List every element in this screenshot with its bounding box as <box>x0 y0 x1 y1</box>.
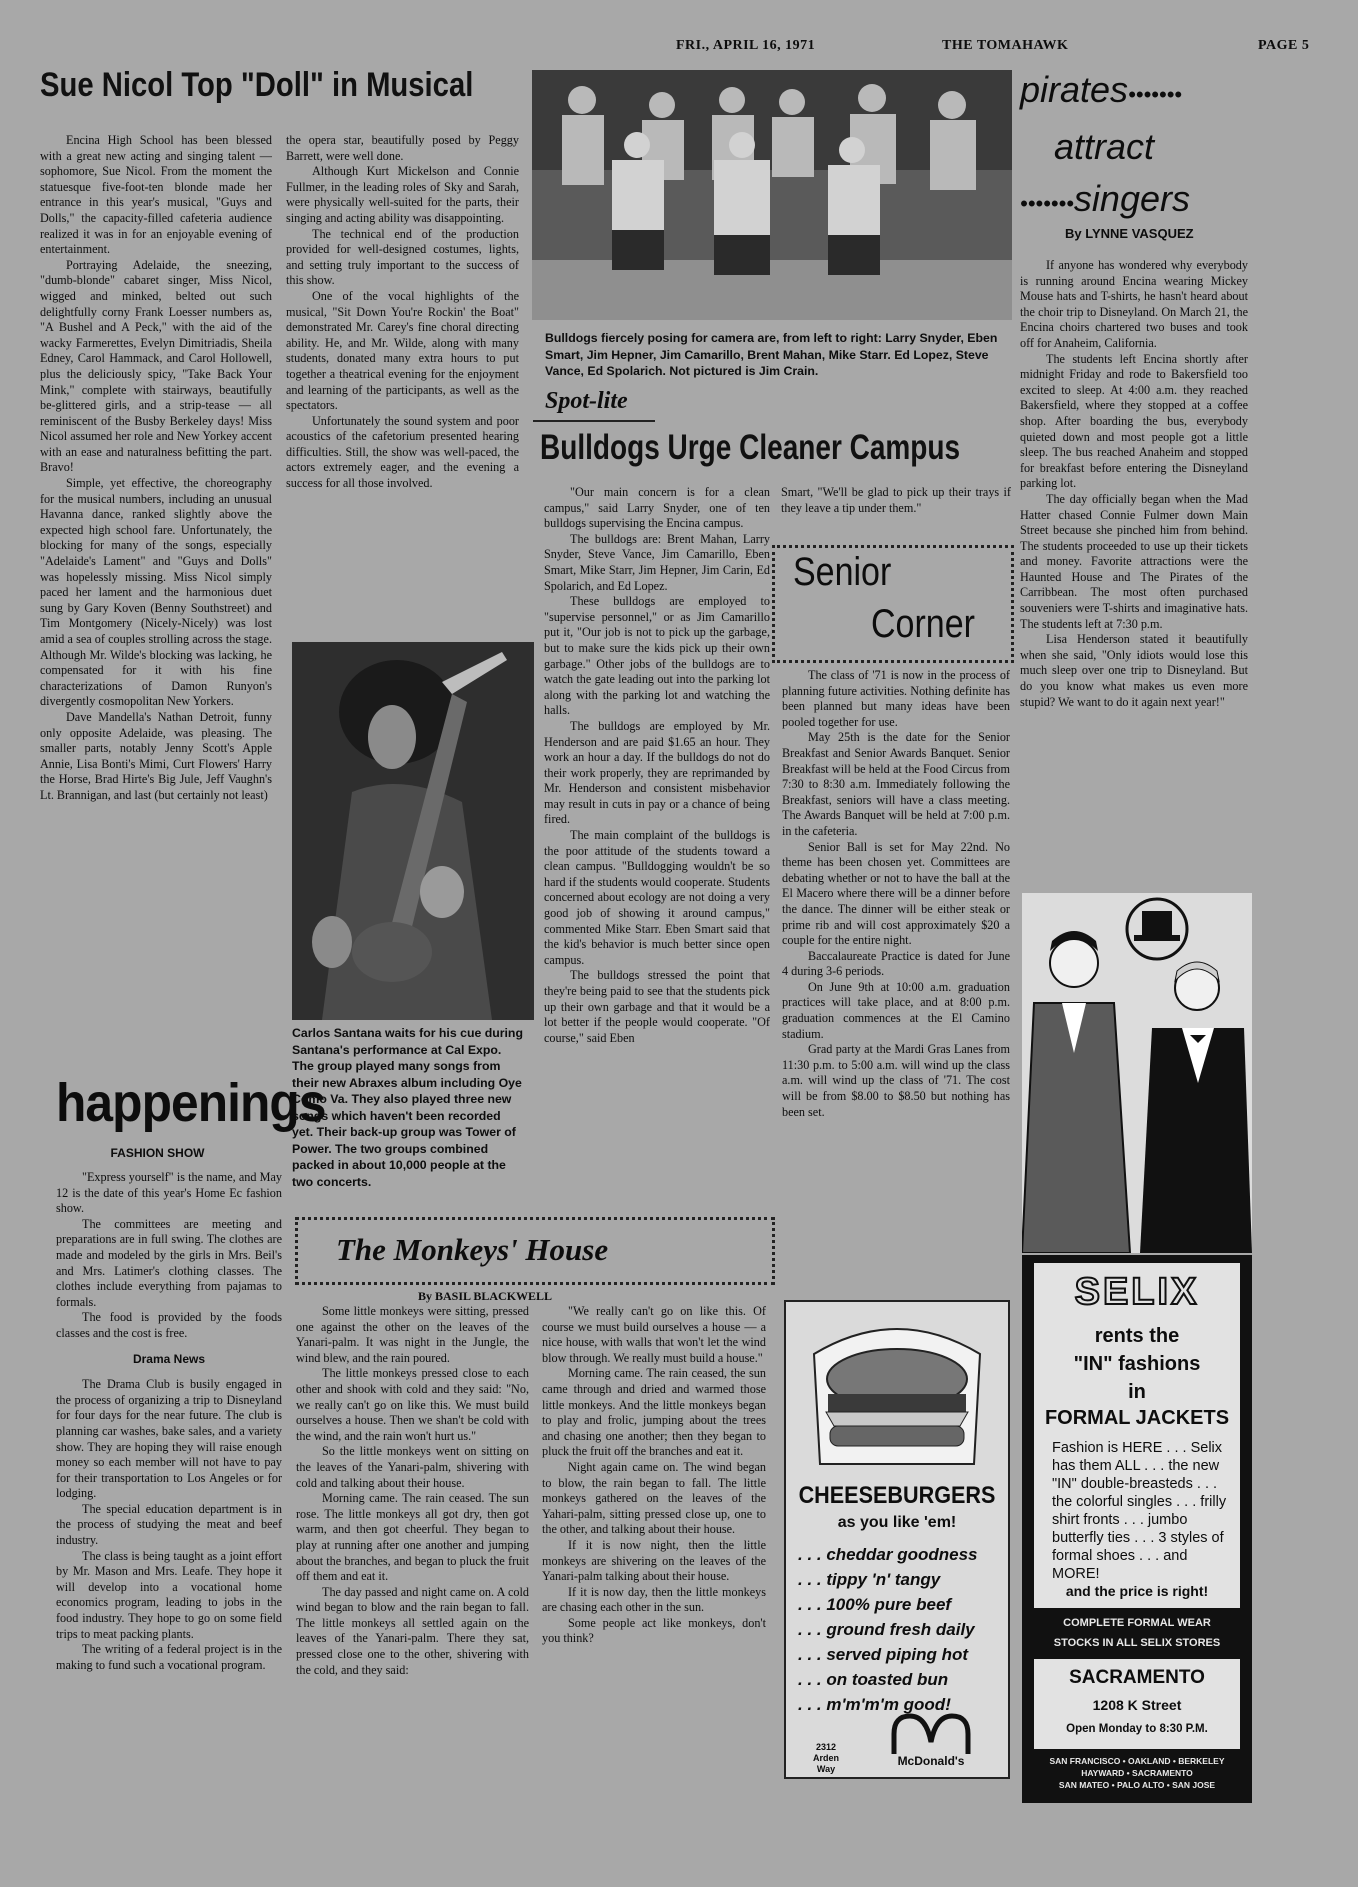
santana-caption: Carlos Santana waits for his cue during Santana's performance at Cal Expo. The group played many songs from their new Abraxes album including Oye Como Va. They also played three new songs which haven't been recorded yet. Their back-up group was Tower of Power. The two groups combined packed in about 10,000 people at the two concerts. <box>292 1026 523 1189</box>
cheeseburger-icon <box>804 1314 990 1474</box>
senior-paragraph: The class of '71 is now in the process of planning future activities. Nothing definite has been planned but many ideas have been pooled together for use. <box>782 668 1010 729</box>
monkeys-paragraph: The little monkeys pressed close to each other and shook with cold and they said: "No, we really can't go on like this. We must build ourselves a house. Then we shan't be cold with the wind, and the rain won't hurt us." <box>296 1366 529 1443</box>
feature-line: . . . served piping hot <box>798 1645 969 1664</box>
musical-paragraph: Dave Mandella's Nathan Detroit, funny only opposite Adelaide, was pleasing. The smaller parts, notably Jenny Scott's Apple Annie, Lisa Bonti's Mimi, Curt Flowers' Harry the Horse, Brad Hirte's Big Jule, Jeff Vaughn's Lt. Brannigan, and last (but certainly not least) <box>40 709 272 802</box>
drama-paragraph: The special education department is in the process of studying the meat and beef industry. <box>56 1501 282 1548</box>
pirates-paragraph: The students left Encina shortly after midnight Friday and rode to Bakersfield too excited to sleep. At 4:00 a.m. they reached Bakersfield, where they stopped at a coffee shop. After boarding the bus, everybody quieted down and most people got a little sleep. The bus reached Anaheim and stopped for breakfast before entering the Disneyland parking lot. <box>1020 351 1248 491</box>
selix-hours: Open Monday to 8:30 P.M. <box>1066 1723 1208 1735</box>
pirates-paragraph: The day officially began when the Mad Hatter chased Connie Fulmer down Main Street because she pinched him from behind. The students proceeded to use up their tickets and money. Favorite attractions were the Haunted House and The Pirates of the Carribbean. The most often purchased souveniers were T-shirts and imaginative hats. The students left at 7:30 p.m. <box>1020 491 1248 631</box>
musical-paragraph: the opera star, beautifully posed by Peggy Barrett, were well done. <box>286 133 519 163</box>
bulldogs-photo <box>532 70 1012 320</box>
senior-paragraph: May 25th is the date for the Senior Breakfast and Senior Awards Banquet. Senior Breakfast will be held at the Food Circus from 7:30 to 8:30 a.m. Immediately following the Breakfast, seniors will have a class meeting. The Awards Banquet will be held at 7:00 p.m. in the cafeteria. <box>782 730 1010 838</box>
bulldogs-paragraph: "Our main concern is for a clean campus," said Larry Snyder, one of ten bulldogs supervising the Encina campus. <box>544 485 770 531</box>
feature-line: . . . ground fresh daily <box>798 1620 975 1639</box>
page-number: PAGE 5 <box>1258 38 1310 53</box>
selix-body: Fashion is HERE . . . Selix has them ALL . . . the new "IN" double-breasteds . . . the colorful singles . . . frilly shirt fronts . . . jumbo butterfly ties . . . 3 styles of formal shoes . . . and MORE! <box>1052 1440 1227 1582</box>
senior-paragraph: Baccalaureate Practice is dated for June 4 during 3-6 periods. <box>782 948 1010 979</box>
feature-line: . . . 100% pure beef <box>798 1595 952 1614</box>
drama-paragraph: The Drama Club is busily engaged in the process of organizing a trip to Disneyland for four days for the near future. The club is planning car washes, bake sales, and a variety show. They are hoping they will raise enough money so each member will not have to pay for their transportation to Los Angeles or for lodging. <box>56 1377 282 1501</box>
spotlite-rule <box>533 420 655 422</box>
cheeseburgers-subheading: as you like 'em! <box>837 1514 957 1531</box>
feature-line: . . . tippy 'n' tangy <box>798 1570 941 1589</box>
senior-corner-box <box>772 545 1014 663</box>
bulldogs-paragraph: Smart, "We'll be glad to pick up their trays if they leave a tip under them." <box>781 485 1011 515</box>
selix-tagline-2: "IN" fashions <box>1073 1353 1201 1375</box>
spotlite-label: Spot-lite <box>545 388 628 414</box>
drama-paragraph: The class is being taught as a joint effort by Mr. Mason and Mrs. Leafe. They hope it will develop into a vocational home economics program, leading to jobs in the food industry. They hope to go on some field trips to meat packing plants. <box>56 1548 282 1641</box>
selix-price: and the price is right! <box>1065 1583 1209 1599</box>
selix-cities-line: HAYWARD • SACRAMENTO <box>1081 1768 1193 1778</box>
selix-cities-line: SAN MATEO • PALO ALTO • SAN JOSE <box>1058 1780 1216 1790</box>
selix-location-box <box>1034 1659 1240 1749</box>
monkeys-paragraph: Some little monkeys were sitting, pressed one against the other on the leaves of the Yanari-palm. It was night in the Jungle, the wind blew, and the rain poured. <box>296 1304 529 1365</box>
cheeseburger-features <box>798 1542 1003 1717</box>
musical-paragraph: Encina High School has been blessed with a great new acting and singing talent — sophomore, Sue Nicol. From the moment the statuesque five-foot-ten blonde made her entrance in this year's musical, "Guys and Dolls," the capacity-filled cafeteria audience realized it was in for an enjoyable evening of entertainment. <box>40 133 272 257</box>
pirates-headline <box>1020 64 1250 230</box>
fashion-paragraph: "Express yourself" is the name, and May 12 is the date of this year's Home Ec fashion show. <box>56 1170 282 1216</box>
fashion-paragraph: The food is provided by the foods classes and the cost is free. <box>56 1310 282 1340</box>
santana-illustration <box>292 642 534 1020</box>
issue-date: FRI., APRIL 16, 1971 <box>676 38 816 53</box>
fashion-show-heading: FASHION SHOW <box>110 1146 205 1160</box>
bulldogs-group-illustration <box>532 70 1012 320</box>
selix-logo: SELIX <box>1074 1271 1200 1313</box>
selix-street: 1208 K Street <box>1092 1697 1182 1713</box>
musical-paragraph: Portraying Adelaide, the sneezing, "dumb-blonde" cabaret singer, Miss Nicol, wigged and minked, belted out such delightfully corny Frank Loesser numbers as, "A Bushel and A Peck," with the aid of the wacky Farmerettes, Evelyn Dimitriadis, Sheila Edney, Carol Hammack, and Carol Hollowell, plus the deliciously spicy, "Take Back Your Mink," complete with stairways, beautifully be-glittered girls, and a strip-tease — all reminiscent of the Busby Berkeley days! Miss Nicol assumed her role and New Yorkey accent with an ease and naturalness befitting the part. Bravo! <box>40 257 272 475</box>
monkeys-paragraph: Some people act like monkeys, don't you think? <box>542 1615 766 1646</box>
pirates-line-2: attract <box>1054 126 1155 167</box>
pirates-line-3: •••••••singers <box>1020 178 1190 219</box>
bulldogs-photo-caption: Bulldogs fiercely posing for camera are, from left to right: Larry Snyder, Eben Smart, Jim Hepner, Jim Camarillo, Brent Mahan, Mike Starr. Ed Lopez, Steve Vance, Ed Spolarich. Not pictured is Jim Crain. <box>545 331 998 378</box>
pirates-line-1: pirates••••••• <box>1020 69 1182 110</box>
monkeys-paragraph: If it is now night, then the little monkeys are shivering on the leaves of the Yanari-palm talking about their house. <box>542 1537 766 1584</box>
formal-jackets-illustration <box>1022 893 1252 1253</box>
bulldogs-paragraph: The bulldogs are employed by Mr. Henderson and are paid $1.65 an hour. They work an hour a day. If the bulldogs do not do their work properly, they are reprimanded by Mr. Henderson and consistent misbehavior may result in cuts in pay or a chance of being fired. <box>544 718 770 827</box>
feature-line: . . . m'm'm'm good! <box>798 1695 951 1714</box>
musical-column-2 <box>286 133 519 492</box>
fashion-paragraph: The committees are meeting and preparations are in full swing. The clothes are made and modeled by the girls in Mrs. Beil's and Mrs. Latimer's clothing classes. The clothes include everything from pajamas to formals. <box>56 1216 282 1309</box>
bulldogs-headline: Bulldogs Urge Cleaner Campus <box>540 428 961 467</box>
selix-ad-body <box>1034 1263 1240 1608</box>
selix-tagline-1: rents the <box>1094 1325 1180 1347</box>
selix-city: SACRAMENTO <box>1069 1667 1205 1688</box>
feature-line: . . . cheddar goodness <box>798 1545 978 1564</box>
senior-paragraph: Grad party at the Mardi Gras Lanes from 11:30 p.m. to 5:00 a.m. will wind up the class a.m. will wind up the class of '71. The cost will be from $8.00 to $8.50 but nothing has been set. <box>782 1042 1010 1119</box>
pirates-byline: By LYNNE VASQUEZ <box>1065 226 1194 241</box>
musical-paragraph: One of the vocal highlights of the musical, "Sit Down You're Rockin' the Boat" demonstrated Mr. Carey's fine choral directing ability. He, and Mr. Wilde, along with many students, donated many extra hours to put together a theatrical evening for the enjoyment and learning of the participants, as well as the spectators. <box>286 288 519 413</box>
corner-title: Corner <box>871 602 975 646</box>
senior-title: Senior <box>793 550 892 594</box>
monkeys-column-2 <box>542 1304 766 1647</box>
pirates-paragraph: If anyone has wondered why everybody is running around Encina wearing Mickey Mouse hats and T-shirts, he hasn't heard about the choir trip to Disneyland. On March 21, the Encina choirs chartered two buses and took off for Anaheim, California. <box>1020 258 1248 350</box>
pirates-paragraph: Lisa Henderson stated it beautifully when she said, "Only idiots would lose this much sleep over one trip to Disneyland. But do you know what makes us even more stupid? We want to do it again next year!" <box>1020 632 1248 709</box>
bulldogs-paragraph: The bulldogs are: Brent Mahan, Larry Snyder, Steve Vance, Jim Camarillo, Eben Smart, Mike Starr, Jim Hepner, Jim Carin, Ed Spolarich, and Ed Lopez. <box>544 531 770 593</box>
monkeys-paragraph: Night again came on. The wind began to blow, the rain began to fall. The little monkeys gathered on the leaves of the Yahari-palm, sitting pressed close up, one to the other, and talking about their house. <box>542 1459 766 1537</box>
musical-paragraph: Although Kurt Mickelson and Connie Fullmer, in the leading roles of Sky and Sarah, were physically well-suited for the parts, their singing and acting ability was disappointing. <box>286 164 519 225</box>
cheeseburgers-heading: CHEESEBURGERS <box>798 1482 996 1509</box>
selix-tagline-4: FORMAL JACKETS <box>1044 1407 1230 1429</box>
musical-paragraph: Simple, yet effective, the choreography for the musical numbers, including an unusual Havanna dance, ranked slightly above the expected high school fare. Unfortunately, the blocking for many of the songs, especially "Adelaide's Lament" and "Guys and Dolls" was hopelessly missing. Miss Nicol simply paced her lament and the harmonious duet sung by Gary Koven (Benny Southstreet) and Tim Montgomery (Nicely-Nicely) was lost amid a sea of couples strolling across the stage. Although Mr. Wilde's blocking was lacking, he compensated for it with his fine characterizations of Damon Runyon's divergently cosmopolitan New Yorkers. <box>40 476 272 709</box>
musical-paragraph: The technical end of the production provided for well-designed costumes, lights, and setting truly important to the success of this show. <box>286 226 519 288</box>
monkeys-paragraph: Morning came. The rain ceased. The sun rose. The little monkeys all got dry, then got warm, and then got cheerful. They began to play at running after one another and jumping about the branches, and began to pluck the fruit off them and eat it. <box>296 1491 529 1584</box>
musical-paragraph: Unfortunately the sound system and poor acoustics of the cafetorium presented hearing difficulties. Still, the show was well-paced, the actors extremely eager, and the evening a success for all those involved. <box>286 413 519 491</box>
bulldogs-column-2 <box>781 485 1011 516</box>
drama-paragraph: The writing of a federal project is in the making to fund such a vocational program. <box>56 1642 282 1672</box>
selix-illustration-box <box>1022 893 1252 1253</box>
selix-cities <box>1022 1755 1252 1791</box>
senior-paragraph: Senior Ball is set for May 22nd. No theme has been chosen yet. Committees are debating whether or not to have the ball at the El Macero where there will be a dinner before the dance. The dinner will be either steak or prime rib and will cost approximately $20 a couple for the entire night. <box>782 839 1010 948</box>
mcdonalds-address: 2312 Arden Way <box>812 1742 839 1774</box>
musical-column-1 <box>40 133 272 804</box>
monkeys-paragraph: If it is now day, then the little monkeys are chasing each other in the sun. <box>542 1584 766 1615</box>
senior-corner-text <box>782 668 1010 1120</box>
bulldogs-paragraph: These bulldogs are employed to "supervise personnel," or as Jim Camarillo put it, "Our job is not to pick up the garbage, but to make sure the kids pick up their own garbage." Other jobs of the bulldogs are to watch the gate leading out into the parking lot along with the parking lot and watching the halls. <box>544 594 770 718</box>
santana-photo <box>292 642 534 1020</box>
monkeys-byline: By BASIL BLACKWELL <box>418 1289 553 1303</box>
bulldogs-paragraph: The bulldogs stressed the point that they're being paid to see that the students pick up their own garbage and that it would be a lot better if the people would cooperate. "Of course," said Eben <box>544 968 770 1045</box>
monkeys-paragraph: So the little monkeys went on sitting on the leaves of the Yanari-palm, shivering with cold and talking about their house. <box>296 1444 529 1490</box>
musical-headline: Sue Nicol Top "Doll" in Musical <box>40 66 474 104</box>
selix-stocks: COMPLETE FORMAL WEAR STOCKS IN ALL SELIX STORES <box>1053 1617 1221 1649</box>
selix-ad <box>1022 1255 1252 1803</box>
monkeys-title: The Monkeys' House <box>336 1232 609 1267</box>
drama-news-heading: Drama News <box>132 1351 206 1366</box>
bulldogs-column-1 <box>544 485 770 1046</box>
senior-paragraph: On June 9th at 10:00 a.m. graduation practices will take place, and at 8:00 p.m. graduation commences at the El Camino stadium. <box>782 979 1010 1041</box>
monkeys-paragraph: The day passed and night came on. A cold wind began to blow and the rain began to fall. The little monkeys all settled again on the leaves of the Yanari-palm. There they sat, pressed close one to the other, shivering with the cold, and they said: <box>296 1584 529 1677</box>
feature-line: . . . on toasted bun <box>798 1670 949 1689</box>
pirates-text <box>1020 258 1248 710</box>
selix-tagline-3: in <box>1128 1381 1146 1403</box>
monkeys-column-1 <box>296 1304 529 1678</box>
bulldogs-paragraph: The main complaint of the bulldogs is the poor attitude of the students toward a clean campus. "Bulldogging wouldn't be so hard if the students would cooperate. Students concerned about ecology are not doing a very good job of showing it around campus," commented Mike Starr. Eben Smart said that the kid's behavior is much better since open campus. <box>544 828 770 967</box>
happenings-headline: happenings <box>56 1073 326 1133</box>
selix-cities-line: SAN FRANCISCO • OAKLAND • BERKELEY <box>1049 1756 1225 1766</box>
paper-name: THE TOMAHAWK <box>942 38 1069 53</box>
mcdonalds-ad <box>784 1300 1010 1779</box>
monkeys-paragraph: "We really can't go on like this. Of course we must build ourselves a house — a nice house, with walls that won't let the wind blow through. We really must build a house." <box>542 1304 766 1365</box>
mcdonalds-logo-text: McDonald's <box>884 1754 978 1768</box>
monkeys-paragraph: Morning came. The rain ceased, the sun came through and dried and warmed those little monkeys. And the little monkeys began to play and frolic, jumping about the trees and chasing one another; then they began to pluck the fruit off the branches and eat it. <box>542 1366 766 1459</box>
monkeys-title-box <box>295 1217 775 1285</box>
happenings-text <box>56 1170 282 1673</box>
